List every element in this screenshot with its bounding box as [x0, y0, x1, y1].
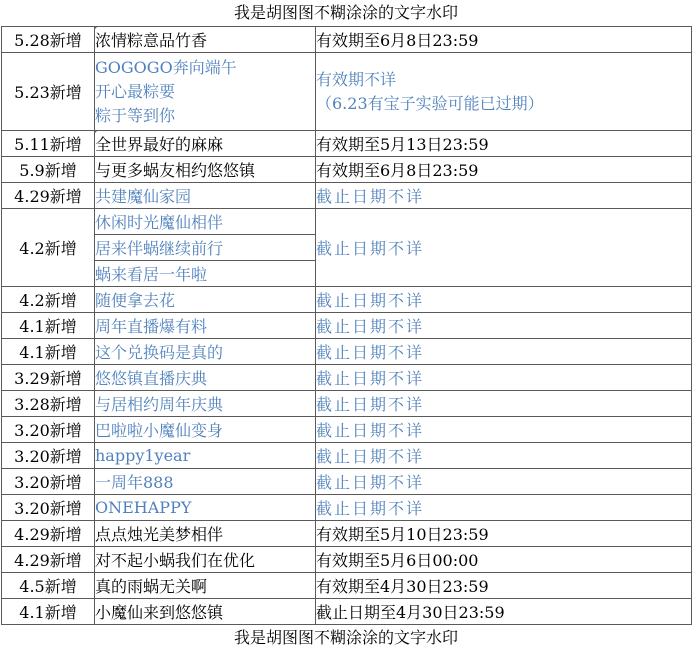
code-cell[interactable] [95, 53, 316, 131]
date-cell: 4.5新增 [2, 573, 95, 599]
watermark-top: 我是胡图图不糊涂涂的文字水印 [233, 3, 458, 22]
table-row [2, 339, 692, 365]
code-cell[interactable]: 居来伴蜗继续前行 [95, 235, 316, 261]
date-cell: 3.28新增 [2, 391, 95, 417]
code-cell[interactable]: 巴啦啦小魔仙变身 [95, 417, 316, 443]
table-row [2, 521, 692, 547]
expiry-cell: 截止日期不详 [316, 443, 692, 469]
table-row [2, 365, 692, 391]
date-cell: 4.2新增 [2, 209, 95, 287]
expiry-cell: 截止日期不详 [316, 209, 692, 287]
date-cell: 4.1新增 [2, 599, 95, 625]
watermark-bottom: 我是胡图图不糊涂涂的文字水印 [233, 628, 458, 647]
table-row [2, 573, 692, 599]
table-row [2, 547, 692, 573]
code-cell[interactable]: 全世界最好的麻麻 [95, 131, 316, 157]
expiry-cell: 有效期至6月8日23:59 [316, 157, 692, 183]
expiry-cell: 截止日期不详 [316, 417, 692, 443]
expiry-note: （6.23有宝子实验可能已过期） [316, 93, 544, 113]
expiry-cell: 截止日期不详 [316, 183, 692, 209]
code-cell[interactable]: 休闲时光魔仙相伴 [95, 209, 316, 235]
code-line[interactable]: 开心最粽要 [95, 81, 176, 101]
code-cell[interactable]: 共建魔仙家园 [95, 183, 316, 209]
expiry-cell: 有效期至5月10日23:59 [316, 521, 692, 547]
code-cell[interactable]: 蜗来看居一年啦 [95, 261, 316, 287]
table-row [2, 599, 692, 625]
expiry-cell: 有效期至5月13日23:59 [316, 131, 692, 157]
table-row [2, 287, 692, 313]
table-row [2, 469, 692, 495]
expiry-cell [316, 53, 692, 131]
code-cell[interactable]: 对不起小蜗我们在优化 [95, 547, 316, 573]
code-cell[interactable]: ONEHAPPY [95, 495, 316, 521]
date-cell: 3.29新增 [2, 365, 95, 391]
date-cell: 4.29新增 [2, 521, 95, 547]
code-cell[interactable]: 浓情粽意品竹香 [95, 27, 316, 53]
expiry-cell: 截止日期不详 [316, 469, 692, 495]
table-row [2, 443, 692, 469]
expiry-cell: 截止日期不详 [316, 495, 692, 521]
date-cell: 3.20新增 [2, 469, 95, 495]
code-cell[interactable]: 真的雨蜗无关啊 [95, 573, 316, 599]
expiry-cell: 截止日期不详 [316, 391, 692, 417]
expiry-cell: 有效期至5月6日00:00 [316, 547, 692, 573]
date-cell: 5.28新增 [2, 27, 95, 53]
code-cell[interactable]: 周年直播爆有料 [95, 313, 316, 339]
date-cell: 4.2新增 [2, 287, 95, 313]
table-row [2, 495, 692, 521]
date-cell: 5.11新增 [2, 131, 95, 157]
code-cell[interactable]: 点点烛光美梦相伴 [95, 521, 316, 547]
table-row [2, 417, 692, 443]
table-row [2, 131, 692, 157]
code-cell[interactable]: 随便拿去花 [95, 287, 316, 313]
code-line[interactable]: GOGOGO奔向端午 [95, 57, 237, 77]
redeem-code-table [1, 26, 692, 625]
expiry-cell: 截止日期不详 [316, 365, 692, 391]
code-cell[interactable]: 与更多蜗友相约悠悠镇 [95, 157, 316, 183]
expiry-cell: 有效期至6月8日23:59 [316, 27, 692, 53]
table-row [2, 183, 692, 209]
table-row [2, 27, 692, 53]
table-row [2, 391, 692, 417]
expiry-line: 有效期不详 [316, 69, 397, 89]
code-line[interactable]: 粽于等到你 [95, 105, 176, 125]
table-row [2, 53, 692, 131]
code-cell[interactable]: happy1year [95, 443, 316, 469]
date-cell: 4.1新增 [2, 313, 95, 339]
code-cell[interactable]: 这个兑换码是真的 [95, 339, 316, 365]
code-cell[interactable]: 与居相约周年庆典 [95, 391, 316, 417]
expiry-cell: 截止日期至4月30日23:59 [316, 599, 692, 625]
date-cell: 3.20新增 [2, 443, 95, 469]
date-cell: 3.20新增 [2, 495, 95, 521]
date-cell: 5.9新增 [2, 157, 95, 183]
expiry-cell: 截止日期不详 [316, 313, 692, 339]
date-cell: 5.23新增 [2, 53, 95, 131]
table-row [2, 313, 692, 339]
code-cell[interactable]: 一周年888 [95, 469, 316, 495]
date-cell: 4.1新增 [2, 339, 95, 365]
expiry-cell: 有效期至4月30日23:59 [316, 573, 692, 599]
expiry-cell: 截止日期不详 [316, 287, 692, 313]
date-cell: 4.29新增 [2, 547, 95, 573]
code-cell[interactable]: 小魔仙来到悠悠镇 [95, 599, 316, 625]
expiry-cell: 截止日期不详 [316, 339, 692, 365]
table-row [2, 157, 692, 183]
date-cell: 3.20新增 [2, 417, 95, 443]
table-row [2, 209, 692, 235]
code-cell[interactable]: 悠悠镇直播庆典 [95, 365, 316, 391]
date-cell: 4.29新增 [2, 183, 95, 209]
